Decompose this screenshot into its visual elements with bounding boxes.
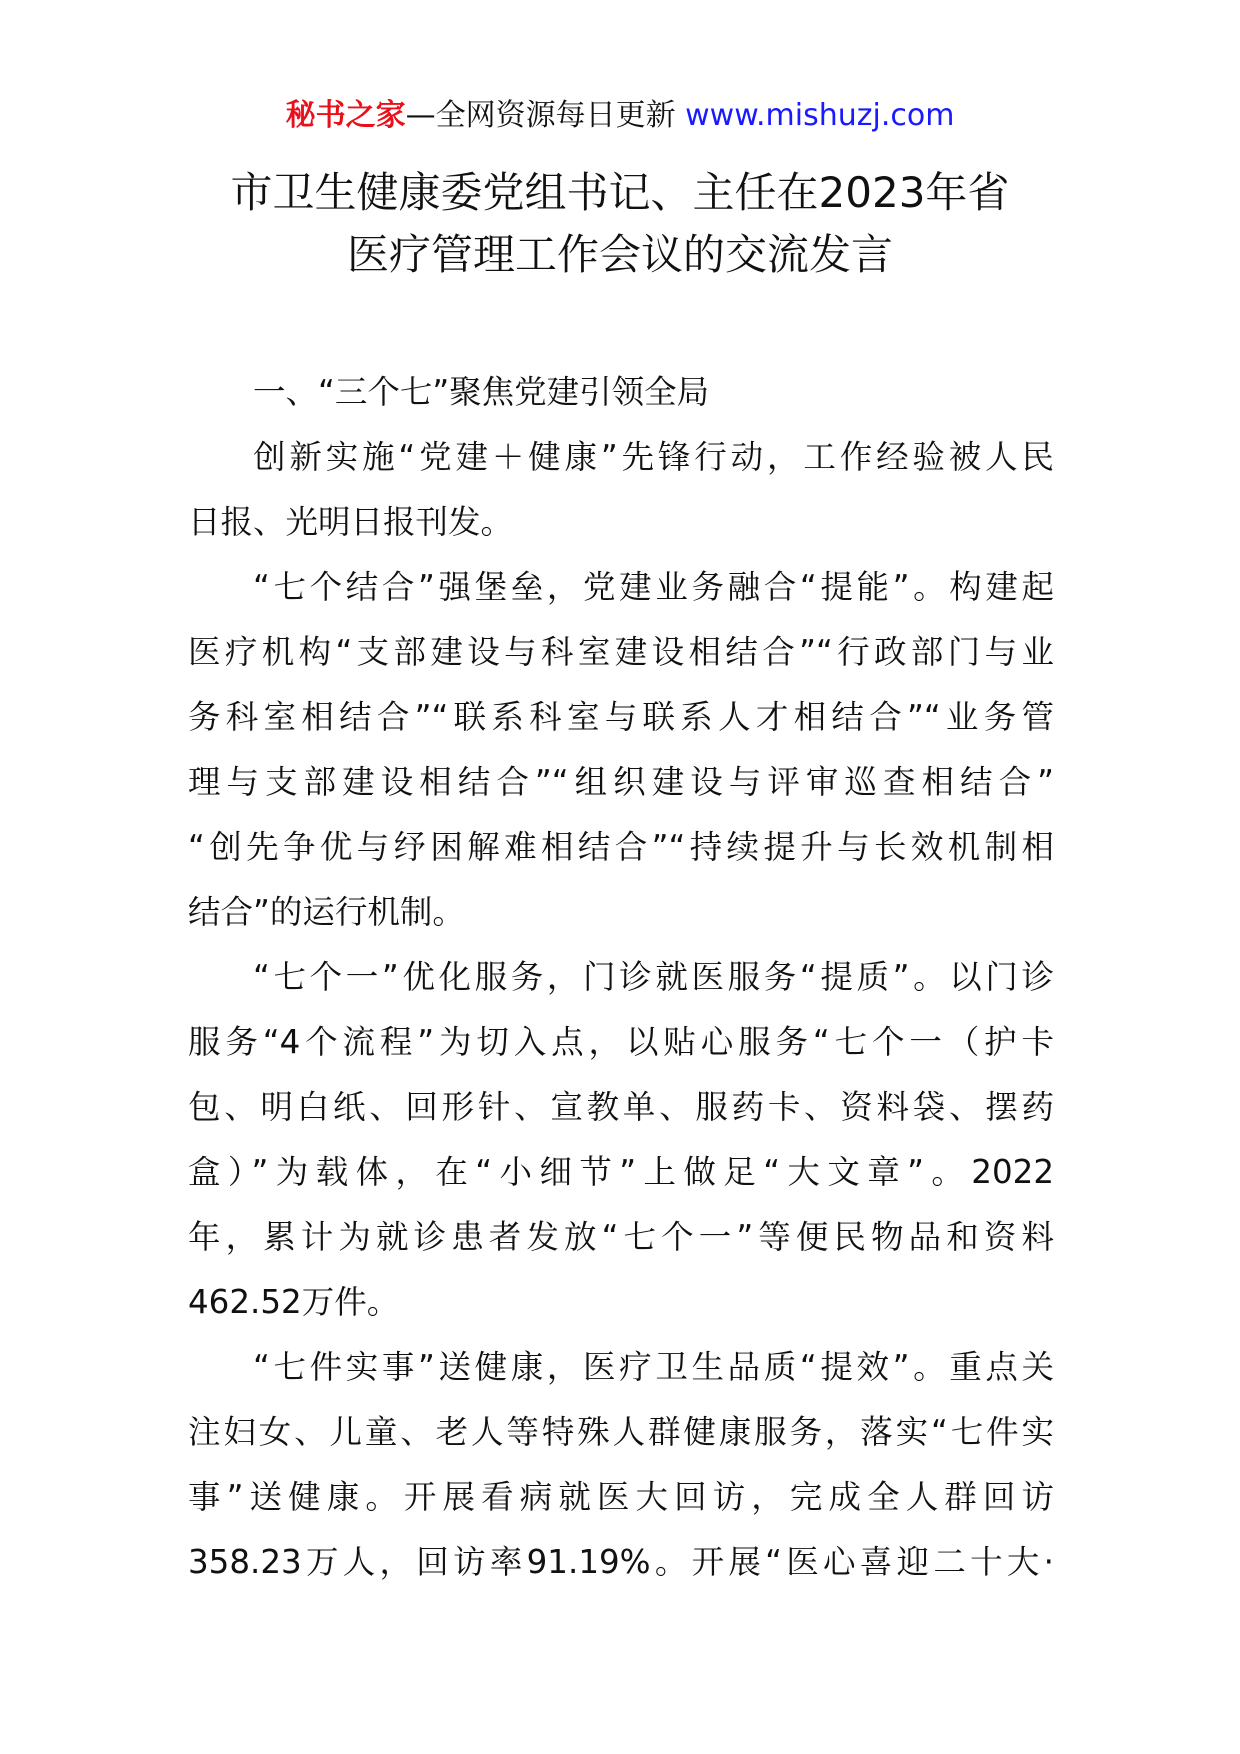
brand-name: 秘书之家	[285, 98, 406, 133]
paragraph-line: 理与支部建设相结合”“组织建设与评审巡查相结合”	[188, 763, 1054, 801]
paragraph-line: 服务“4个流程”为切入点，以贴心服务“七个一（护卡	[188, 1023, 1054, 1061]
document-title	[100, 162, 1140, 286]
paragraph-line: 创新实施“党建＋健康”先锋行动，工作经验被人民	[253, 438, 1054, 476]
paragraph-line: 事”送健康。开展看病就医大回访，完成全人群回访	[188, 1478, 1054, 1516]
paragraph-3	[188, 945, 1054, 1335]
paragraph-line: 医疗机构“支部建设与科室建设相结合”“行政部门与业	[188, 633, 1054, 671]
site-watermark-header	[0, 94, 1240, 138]
brand-tagline: —全网资源每日更新	[405, 98, 676, 133]
paragraph-line: 包、明白纸、回形针、宣教单、服药卡、资料袋、摆药	[188, 1088, 1054, 1126]
paragraph-line: 358.23万人，回访率91.19%。开展“医心喜迎二十大·	[188, 1543, 1054, 1581]
paragraph-line: 日报、光明日报刊发。	[188, 503, 514, 541]
paragraph-4	[188, 1335, 1054, 1595]
paragraph-line: 结合”的运行机制。	[188, 893, 465, 931]
paragraph-line: 盒）”为载体，在“小细节”上做足“大文章”。2022	[188, 1153, 1054, 1191]
document-title-line-2: 医疗管理工作会议的交流发言	[346, 230, 893, 279]
paragraph-2	[188, 555, 1054, 945]
site-url-link[interactable]: www.mishuzj.com	[685, 98, 955, 133]
paragraph-line: “七件实事”送健康，医疗卫生品质“提效”。重点关	[253, 1348, 1054, 1386]
paragraph-line: 462.52万件。	[188, 1283, 400, 1321]
section-heading: 一、“三个七”聚焦党建引领全局	[253, 373, 710, 411]
paragraph-line: 年，累计为就诊患者发放“七个一”等便民物品和资料	[188, 1218, 1054, 1256]
paragraph-1	[188, 425, 1054, 555]
document-title-line-1: 市卫生健康委党组书记、主任在2023年省	[230, 168, 1010, 217]
paragraph-line: 务科室相结合”“联系科室与联系人才相结合”“业务管	[188, 698, 1054, 736]
document-body	[188, 360, 1054, 1595]
paragraph-line: “七个结合”强堡垒，党建业务融合“提能”。构建起	[253, 568, 1054, 606]
paragraph-line: “七个一”优化服务，门诊就医服务“提质”。以门诊	[253, 958, 1054, 996]
paragraph-line: 注妇女、儿童、老人等特殊人群健康服务，落实“七件实	[188, 1413, 1054, 1451]
paragraph-line: “创先争优与纾困解难相结合”“持续提升与长效机制相	[188, 828, 1054, 866]
